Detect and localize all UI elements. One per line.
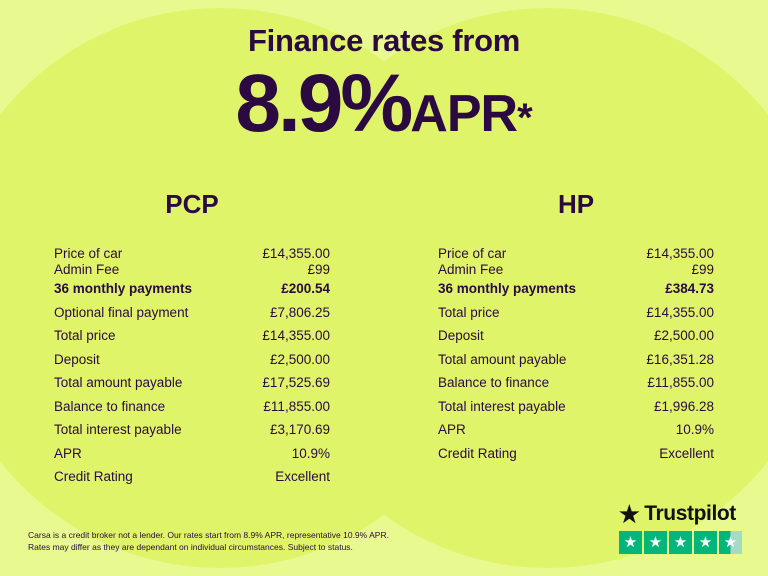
table-row (54, 465, 330, 489)
star-icon: ★ (694, 531, 717, 554)
page-title: Finance rates from (248, 23, 520, 58)
table-row (438, 395, 714, 419)
disclaimer-line-1: Carsa is a credit broker not a lender. Our rates start from 8.9% APR, representative 10.9% APR. (28, 529, 389, 540)
table-row (438, 418, 714, 442)
table-row (438, 348, 714, 372)
row-value: £99 (307, 261, 330, 277)
row-value: £7,806.25 (269, 304, 330, 320)
row-value: Excellent (275, 469, 330, 484)
row-label: Price of car (438, 246, 507, 261)
table-row (54, 442, 330, 466)
disclaimer-line-2: Rates may differ as they are dependant on individual circumstances. Subject to status. (28, 542, 353, 553)
row-value: £3,170.69 (269, 422, 330, 437)
row-value: £14,355.00 (262, 246, 330, 261)
table-row (54, 324, 330, 348)
table-row (54, 371, 330, 395)
row-value: £14,355.00 (646, 304, 714, 320)
row-label: Price of car (54, 246, 123, 261)
column-title-pcp: PCP (165, 189, 219, 219)
row-value: £1,996.28 (653, 398, 714, 414)
row-label: 36 monthly payments (438, 281, 577, 296)
table-row (54, 418, 330, 442)
row-value: £14,355.00 (646, 246, 714, 261)
rate-apr-label: APR (410, 85, 518, 143)
row-label: Admin Fee (54, 261, 120, 277)
table-row (438, 262, 714, 278)
finance-columns (0, 189, 768, 489)
table-row (438, 371, 714, 395)
headline-rate (0, 58, 768, 149)
row-label: Optional final payment (54, 304, 189, 320)
row-label: APR (438, 422, 466, 437)
star-icon: ★ (619, 531, 642, 554)
table-row (438, 442, 714, 466)
finance-column-pcp (0, 189, 384, 489)
table-row (438, 324, 714, 348)
row-label: 36 monthly payments (54, 281, 193, 296)
rate-number: 8.9% (235, 58, 411, 149)
row-label: Total price (438, 304, 500, 320)
row-value: 10.9% (675, 422, 714, 437)
trustpilot-name: Trustpilot (644, 502, 736, 525)
row-label: Total amount payable (438, 351, 567, 367)
star-half-icon: ★ (719, 531, 742, 554)
table-row (438, 301, 714, 325)
row-value: £2,500.00 (653, 328, 714, 343)
row-label: Total interest payable (54, 422, 182, 437)
trustpilot-star-icon: ★ (619, 500, 640, 527)
row-value: 10.9% (291, 445, 330, 461)
table-row (54, 246, 330, 262)
row-label: Total price (54, 328, 116, 343)
row-label: Deposit (438, 328, 484, 343)
table-row (54, 277, 330, 301)
row-label: Balance to finance (438, 375, 550, 390)
row-label: Credit Rating (54, 469, 133, 484)
table-row (438, 246, 714, 262)
row-label: Total amount payable (54, 375, 183, 390)
star-icon: ★ (644, 531, 667, 554)
table-row (54, 395, 330, 419)
row-value: £16,351.28 (646, 351, 714, 367)
star-icon: ★ (669, 531, 692, 554)
row-value: £14,355.00 (262, 328, 330, 343)
row-value: £99 (691, 261, 714, 277)
row-value: £17,525.69 (262, 375, 330, 390)
trustpilot-wordmark (619, 502, 742, 526)
row-value: £384.73 (665, 281, 714, 296)
table-row (54, 348, 330, 372)
row-value: £11,855.00 (647, 375, 714, 390)
row-label: Balance to finance (54, 398, 166, 414)
table-row (54, 262, 330, 278)
hp-rows (412, 246, 740, 465)
row-label: APR (54, 445, 82, 461)
row-value: £200.54 (281, 281, 330, 296)
disclaimer (28, 529, 389, 555)
row-value: Excellent (659, 445, 714, 461)
pcp-rows (28, 246, 356, 489)
trustpilot-rating-stars (619, 531, 742, 554)
trustpilot-badge (619, 502, 742, 554)
row-label: Admin Fee (438, 261, 504, 277)
row-value: £11,855.00 (263, 398, 330, 414)
column-title-hp: HP (557, 189, 595, 219)
row-value: £2,500.00 (269, 351, 330, 367)
row-label: Credit Rating (438, 445, 517, 461)
table-row (438, 277, 714, 301)
rate-asterisk: * (517, 96, 533, 140)
row-label: Deposit (54, 351, 100, 367)
row-label: Total interest payable (438, 398, 566, 414)
finance-column-hp (384, 189, 768, 489)
table-row (54, 301, 330, 325)
